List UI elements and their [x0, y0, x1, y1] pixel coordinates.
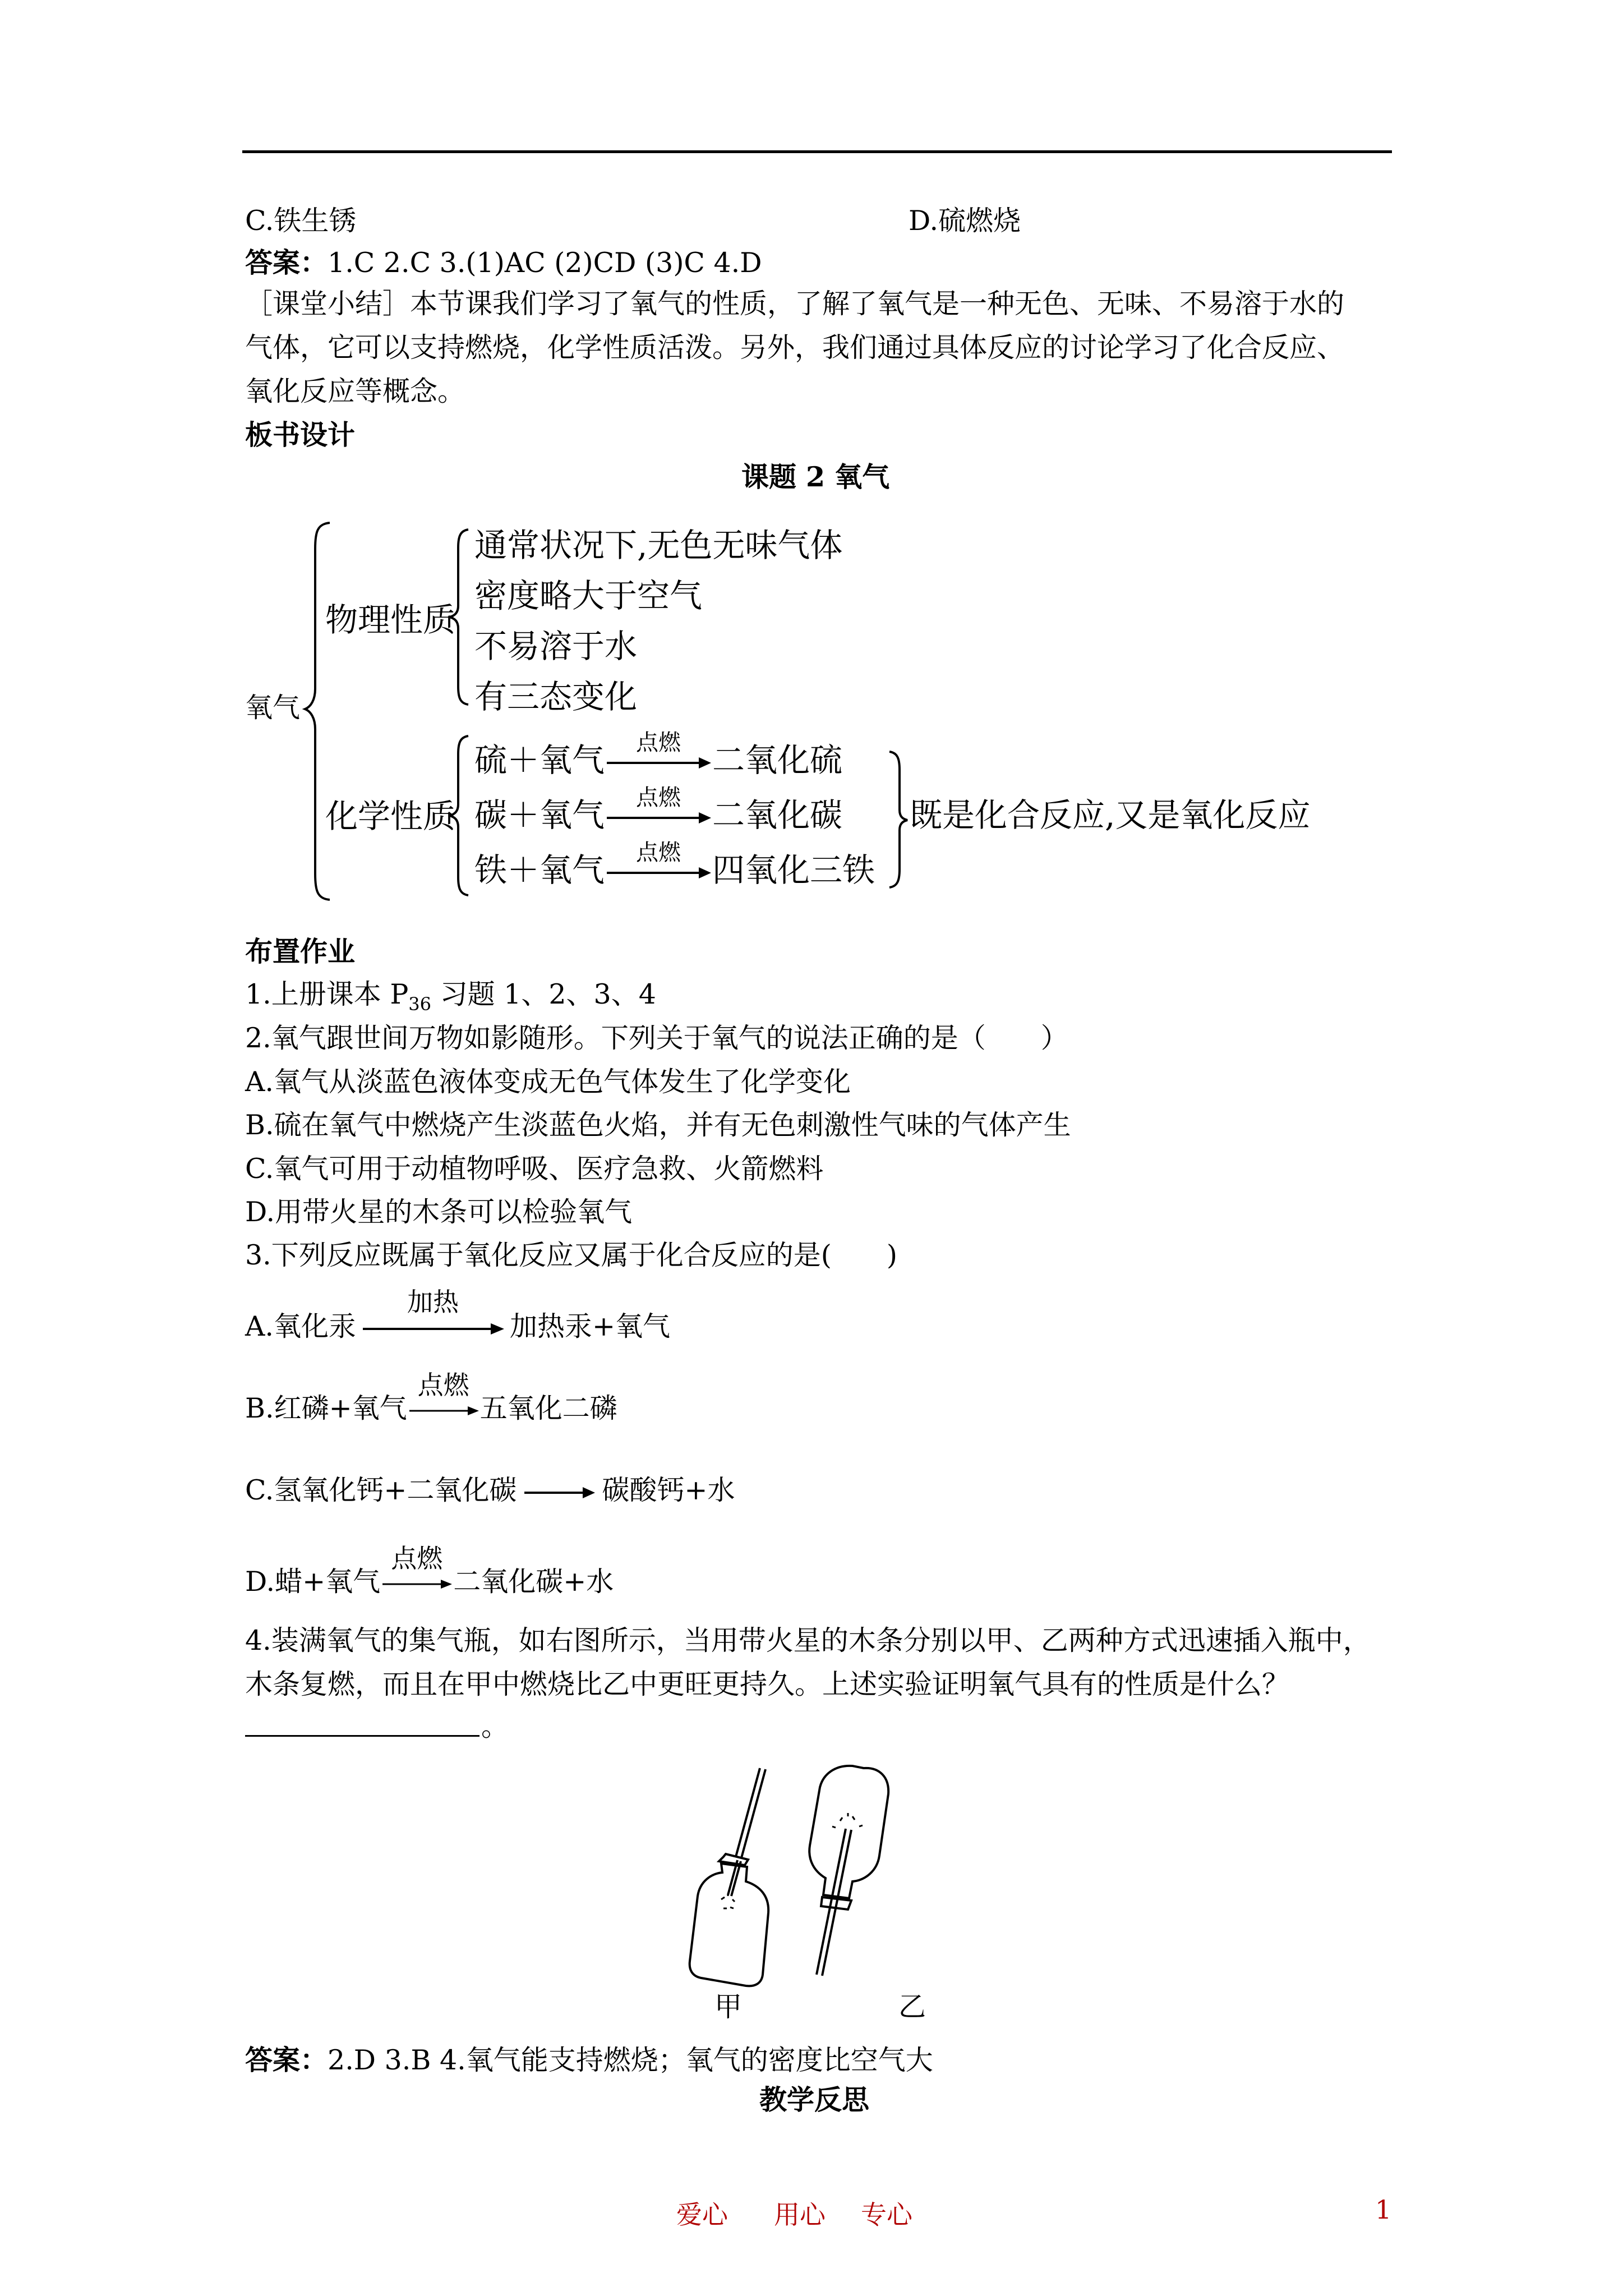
q3-option: D.蜡+氧气 点燃 二氧化碳+水 [245, 1543, 614, 1598]
reaction-row [474, 729, 843, 780]
homework-q2: 2.氧气跟世间万物如影随形。下列关于氧气的说法正确的是（ ） [245, 1022, 1068, 1054]
footer-aixin: 爱心 [676, 2200, 728, 2230]
condition: 点燃 [636, 839, 681, 866]
answer-label: 答案： [245, 246, 328, 279]
homework-q4-line-1: 4.装满氧气的集气瓶，如右图所示，当用带火星的木条分别以甲、乙两种方式迅速插入瓶中， [245, 1625, 1371, 1657]
answer-2 [245, 2043, 933, 2077]
q3-option: A.氧化汞 加热 加热汞+氧气 [245, 1286, 671, 1342]
arrow [605, 839, 712, 878]
root-brace [303, 521, 342, 902]
board-heading: 板书设计 [245, 418, 356, 451]
homework-q4-line-2: 木条复燃，而且在甲中燃烧比乙中更旺更持久。上述实验证明氧气具有的性质是什么？ [245, 1668, 1290, 1700]
arrow [605, 729, 712, 769]
homework-q3: 3.下列反应既属于氧化反应又属于化合反应的是( ) [245, 1239, 897, 1271]
reaction-row [474, 784, 843, 835]
condition: 加热 [407, 1286, 459, 1317]
arrow [605, 784, 712, 823]
arrow [522, 1487, 596, 1498]
answer-1 [245, 246, 762, 280]
physical-item: 不易溶于水 [474, 627, 638, 665]
homework-heading: 布置作业 [245, 935, 356, 968]
arrow [407, 1369, 480, 1416]
blank-period: 。 [481, 1710, 509, 1742]
answer-text: 1.C 2.C 3.(1)AC (2)CD (3)C 4.D [328, 247, 762, 279]
q2-option: A.氧气从淡蓝色液体变成无色气体发生了化学变化 [245, 1066, 851, 1098]
homework-q1: 1.上册课本 $P_{36}$ 习题 1、2、3、4 [245, 978, 656, 1015]
condition: 点燃 [417, 1369, 469, 1400]
answer-blank-line [245, 1735, 479, 1737]
condition: 点燃 [636, 784, 681, 811]
arrow [361, 1286, 505, 1335]
reactant: 铁＋氧气 [474, 851, 605, 889]
board-title: 课题 2 氧气 [741, 461, 890, 493]
q3-option: B.红磷+氧气 点燃 五氧化二磷 [245, 1369, 617, 1424]
bottle-yi [809, 1766, 888, 1976]
option-c: C.铁生锈 [245, 205, 357, 237]
q3-option: C.氢氧化钙+二氧化碳 碳酸钙+水 [245, 1474, 735, 1506]
answer-text: 2.D 3.B 4.氧气能支持燃烧；氧气的密度比空气大 [328, 2044, 933, 2076]
chemical-brace [446, 734, 474, 898]
gas-bottle-figure [667, 1761, 948, 1986]
reflection-title: 教学反思 [759, 2083, 870, 2116]
q2-option: D.用带火星的木条可以检验氧气 [245, 1196, 633, 1228]
physical-item: 密度略大于空气 [474, 577, 703, 615]
reactant: 硫＋氧气 [474, 741, 605, 779]
summary-line-3: 氧化反应等概念。 [245, 375, 465, 407]
header-rule [242, 150, 1392, 153]
bottle-jia [690, 1768, 768, 1986]
footer-zhuanxin: 专心 [861, 2200, 912, 2230]
figure-label-jia: 甲 [714, 1991, 743, 2023]
product: 二氧化硫 [712, 741, 843, 779]
option-d: D.硫燃烧 [909, 205, 1021, 237]
reactant: 碳＋氧气 [474, 796, 605, 834]
product: 二氧化碳 [712, 796, 843, 834]
board-root: 氧气 [245, 692, 301, 724]
footer-yongxin: 用心 [774, 2200, 826, 2230]
physical-label: 物理性质 [325, 601, 456, 639]
page-number: 1 [1375, 2194, 1392, 2225]
answer-label: 答案： [245, 2044, 328, 2076]
physical-item: 有三态变化 [474, 678, 638, 716]
chemical-label: 化学性质 [325, 797, 456, 835]
reaction-conclusion: 既是化合反应,又是氧化反应 [910, 796, 1311, 834]
figure-label-yi: 乙 [898, 1991, 926, 2023]
condition: 点燃 [636, 729, 681, 756]
q2-option: B.硫在氧气中燃烧产生淡蓝色火焰，并有无色刺激性气味的气体产生 [245, 1109, 1071, 1141]
summary-line-1: ［课堂小结］本节课我们学习了氧气的性质，了解了氧气是一种无色、无味、不易溶于水的 [245, 288, 1345, 320]
q2-option: C.氧气可用于动植物呼吸、医疗急救、火箭燃料 [245, 1153, 824, 1185]
condition: 点燃 [391, 1543, 443, 1573]
reaction-row [474, 839, 875, 890]
summary-line-2: 气体，它可以支持燃烧，化学性质活泼。另外，我们通过具体反应的讨论学习了化合反应、 [245, 332, 1345, 364]
arrow [380, 1543, 453, 1590]
physical-item: 通常状况下,无色无味气体 [474, 526, 843, 564]
reaction-right-brace [886, 749, 909, 890]
product: 四氧化三铁 [712, 851, 875, 889]
physical-brace [446, 527, 474, 707]
